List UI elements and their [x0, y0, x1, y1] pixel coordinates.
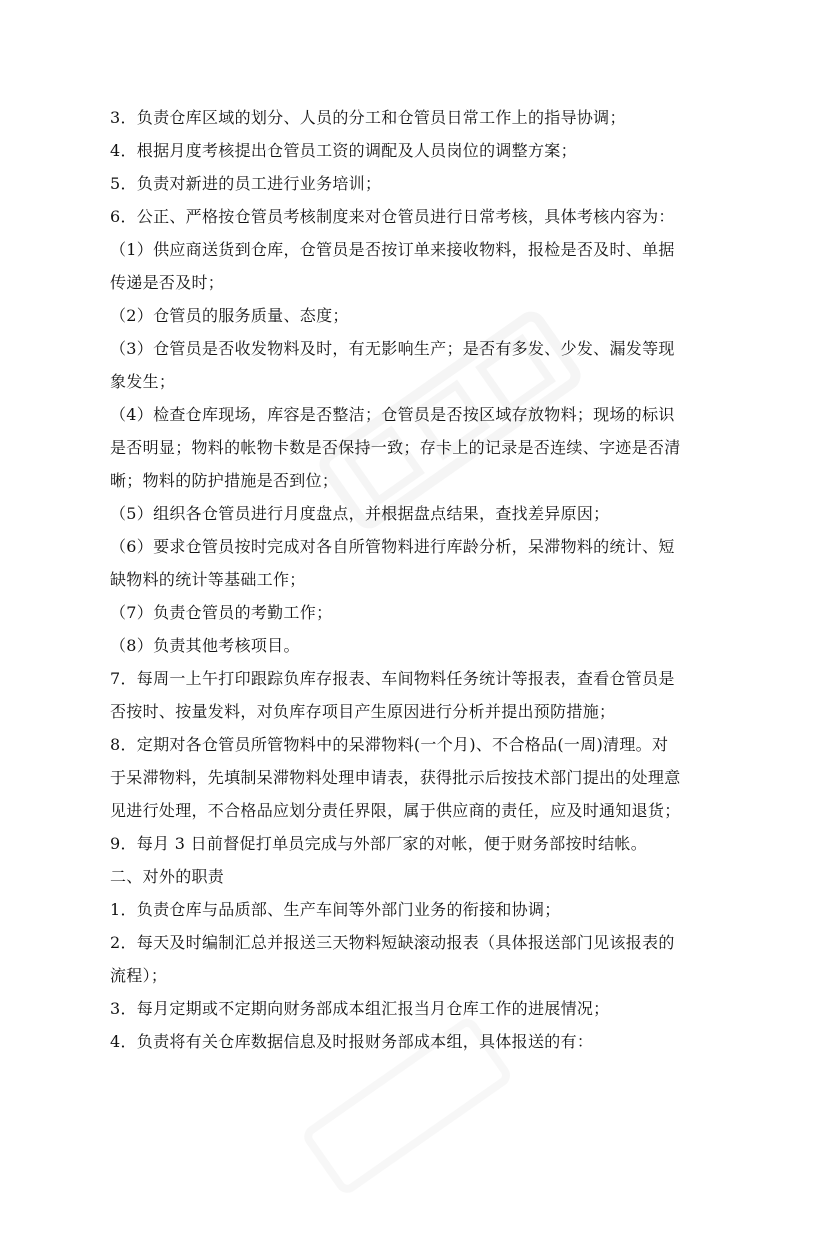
- text-line: （6）要求仓管员按时完成对各自所管物料进行库龄分析，呆滞物料的统计、短: [110, 537, 675, 556]
- text-line: 4．负责将有关仓库数据信息及时报财务部成本组，具体报送的有：: [110, 1032, 594, 1051]
- text-line: 9．每月 3 日前督促打单员完成与外部厂家的对帐，便于财务部按时结帐。: [110, 834, 648, 853]
- text-line: 6．公正、严格按仓管员考核制度来对仓管员进行日常考核，具体考核内容为：: [110, 207, 675, 226]
- text-line: （1）供应商送货到仓库，仓管员是否按订单来接收物料，报检是否及时、单据: [110, 240, 675, 259]
- text-line: （8）负责其他考核项目。: [110, 636, 300, 655]
- text-line: 是否明显；物料的帐物卡数是否保持一致；存卡上的记录是否连续、字迹是否清: [110, 438, 681, 457]
- text-line: 流程）；: [110, 966, 168, 985]
- text-line: 否按时、按量发料，对负库存项目产生原因进行分析并提出预防措施；: [110, 702, 616, 721]
- text-line: 1．负责仓库与品质部、生产车间等外部门业务的衔接和协调；: [110, 900, 561, 919]
- text-line: 缺物料的统计等基础工作；: [110, 570, 306, 589]
- text-line: 4．根据月度考核提出仓管员工资的调配及人员岗位的调整方案；: [110, 141, 577, 160]
- text-line: 传递是否及时；: [110, 273, 225, 292]
- text-line: 7．每周一上午打印跟踪负库存报表、车间物料任务统计等报表，查看仓管员是: [110, 669, 675, 688]
- text-line: 5．负责对新进的员工进行业务培训；: [110, 174, 382, 193]
- text-line: 3．每月定期或不定期向财务部成本组汇报当月仓库工作的进展情况；: [110, 999, 610, 1018]
- text-line: 晰；物料的防护措施是否到位；: [110, 471, 339, 490]
- text-line: （3）仓管员是否收发物料及时，有无影响生产；是否有多发、少发、漏发等现: [110, 339, 675, 358]
- text-line: 于呆滞物料，先填制呆滞物料处理申请表，获得批示后按技术部门提出的处理意: [110, 768, 681, 787]
- text-line: 象发生；: [110, 372, 176, 391]
- text-line: 8．定期对各仓管员所管物料中的呆滞物料(一个月)、不合格品(一周)清理。对: [110, 735, 669, 754]
- text-line: （5）组织各仓管员进行月度盘点，并根据盘点结果，查找差异原因；: [110, 504, 610, 523]
- text-line: （7）负责仓管员的考勤工作；: [110, 603, 333, 622]
- text-line: （2）仓管员的服务质量、态度；: [110, 306, 349, 325]
- text-line: （4）检查仓库现场，库容是否整洁；仓管员是否按区域存放物料；现场的标识: [110, 405, 675, 424]
- text-line: 2．每天及时编制汇总并报送三天物料短缺滚动报表（具体报送部门见该报表的: [110, 933, 675, 952]
- text-line: 见进行处理，不合格品应划分责任界限，属于供应商的责任，应及时通知退货；: [110, 801, 681, 820]
- document-body: [110, 101, 722, 1058]
- section-heading: 二、对外的职责: [110, 867, 225, 886]
- text-line: 3．负责仓库区域的划分、人员的分工和仓管员日常工作上的指导协调；: [110, 108, 626, 127]
